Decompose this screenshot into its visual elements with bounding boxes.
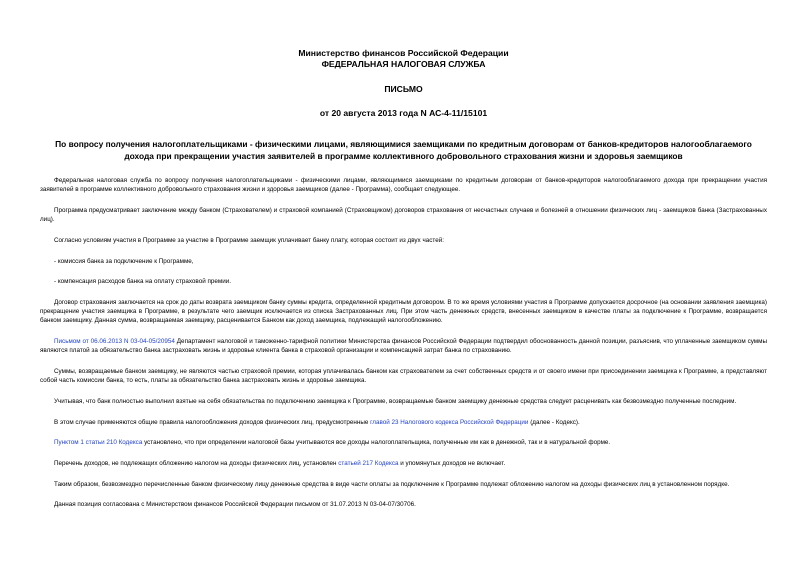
- ministry-name: Министерство финансов Российской Федерации: [298, 48, 509, 58]
- paragraph-10: [40, 418, 767, 427]
- service-name: ФЕДЕРАЛЬНАЯ НАЛОГОВАЯ СЛУЖБА: [321, 59, 486, 69]
- paragraph-3: Согласно условиям участия в Программе за участие в Программе заемщик уплачивает банку плату, которая состоит из двух частей:: [54, 236, 444, 244]
- paragraph-10-text-a: В этом случае применяются общие правила налогообложения доходов физических лиц, предусмотренные: [54, 418, 371, 426]
- document-type: ПИСЬМО: [384, 84, 423, 94]
- document-subject: По вопросу получения налогоплательщиками - физическими лицами, являющимися заемщиками по кредитным договорам от банков-кредиторов налогооблагаемого дохода при прекращении участия заявителей в программе коллективного добровольного страхования жизни и здоровья заемщиков: [55, 139, 752, 161]
- paragraph-12-text-b: и упомянутых доходов не включает.: [398, 459, 506, 467]
- paragraph-11-text: установлено, что при определении налоговой базы учитываются все доходы налогоплательщика, полученные им как в денежной, так и в натуральной форме.: [142, 439, 611, 447]
- paragraph-1: Федеральная налоговая служба по вопросу получения налогоплательщиками - физическими лицами, являющимися заемщиками по кредитным договорам от банков-кредиторов налогооблагаемого дохода при прекращении участия заявителей в программе коллективного добровольного страхования жизни и здоровья заемщиков (далее - Программа), сообщает следующее.: [40, 177, 767, 194]
- paragraph-2: Программа предусматривает заключение между банком (Страхователем) и страховой компанией (Страховщиком) договоров страхования от несчастных случаев и болезней в отношении физических лиц - заемщиков банка (Застрахованных лиц).: [40, 206, 767, 224]
- paragraph-5: - компенсация расходов банка на оплату страховой премии.: [54, 278, 231, 286]
- paragraph-9: Учитывая, что банк полностью выполнил взятые на себя обязательства по подключению заемщика к Программе, возвращаемые банком заемщику денежные средства следует расценивать как безвозмездно полученные последним.: [54, 397, 737, 405]
- article-210-link[interactable]: Пунктом 1 статьи 210 Кодекса: [54, 439, 143, 447]
- paragraph-7-text: Департамент налоговой и таможенно-тарифной политики Министерства финансов Российской Федерации подтвердил обоснованность данной позиции, разъяснив, что уплаченные заемщиком суммы являются платой за обязательство банка застраховать жизнь и здоровье клиента банка в страховой организации и компенсацией затрат банка по страхованию.: [40, 338, 767, 355]
- paragraph-14: Данная позиция согласована с Министерством финансов Российской Федерации письмом от 31.07.2013 N 03-04-07/30706.: [54, 501, 416, 509]
- paragraph-4: - комиссия банка за подключение к Программе,: [54, 257, 194, 265]
- paragraph-8: Суммы, возвращаемые банком заемщику, не являются частью страховой премии, которая уплачивалась банком как страхователем за счет собственных средств и от своего имени при присоединении заемщика к Программе, а представляют собой часть комиссии банка, то есть, платы за обязательство банка застраховать жизнь и здоровье заемщика.: [40, 367, 767, 385]
- paragraph-6: Договор страхования заключается на срок до даты возврата заемщиком банку суммы кредита, определенной кредитным договором. В то же время условиями участия в Программе допускается досрочное (на основании заявления заемщика) прекращение участия заемщика в Программе, в результате чего заемщик исключается из списка Застрахованных лиц. При этом часть денежных средств, внесенных заемщиком в качестве платы за подключение к Программе, возвращается банком заемщику. Данная сумма, возвращаемая заемщику, расценивается Банком как доход заемщика, подлежащий налогообложению.: [40, 298, 767, 325]
- paragraph-7: [40, 337, 767, 355]
- paragraph-12: [40, 459, 767, 468]
- paragraph-11: [40, 438, 767, 447]
- article-217-link[interactable]: статьей 217 Кодекса: [338, 459, 399, 467]
- document-body: [0, 176, 807, 510]
- paragraph-13: Таким образом, безвозмездно перечисленные банком физическому лицу денежные средства в виде части оплаты за подключение к Программе подлежат обложению налогом на доходы физических лиц в установленном порядке.: [54, 480, 730, 488]
- letter-link[interactable]: Письмом от 06.06.2013 N 03-04-05/20954: [54, 338, 175, 346]
- chapter-23-link[interactable]: главой 23 Налогового кодекса Российской Федерации: [370, 418, 529, 426]
- paragraph-10-text-b: (далее - Кодекс).: [528, 418, 580, 426]
- document-date: от 20 августа 2013 года N АС-4-11/15101: [319, 108, 488, 118]
- paragraph-12-text-a: Перечень доходов, не подлежащих обложению налогом на доходы физических лиц, установлен: [54, 459, 339, 467]
